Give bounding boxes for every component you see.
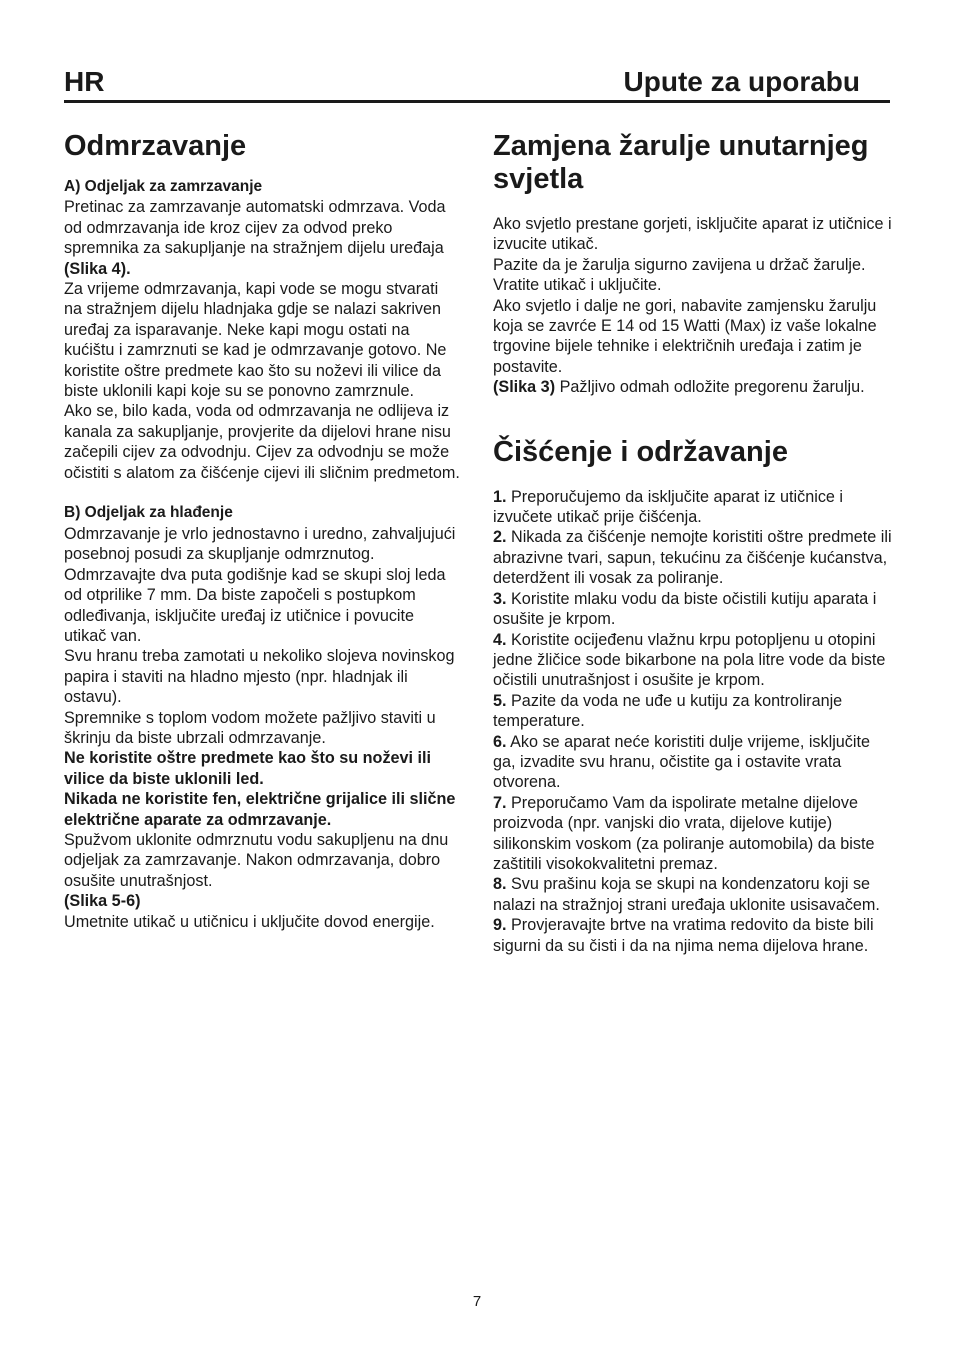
- left-column: [64, 128, 460, 932]
- figure-reference: (Slika 3): [493, 378, 556, 397]
- paragraph: Svu hranu treba zamotati u nekoliko slojeva novinskog papira i staviti na hladno mjesto (npr. hladnjak ili ostavu).: [64, 647, 455, 707]
- list-item: 3. Koristite mlaku vodu da biste očistili kutiju aparata i osušite je krpom.: [493, 589, 877, 629]
- warning-text: Ne koristite oštre predmete kao što su noževi ili vilice da biste uklonili led.: [64, 749, 432, 788]
- item-number: 9.: [493, 916, 507, 935]
- list-item: 4. Koristite ocijeđenu vlažnu krpu potopljenu u otopini jedne žličice sode bikarbone na pola litre vode da biste očistili unutrašnjost i osušite je krpom.: [493, 630, 886, 690]
- paragraph: Odmrzavanje je vrlo jednostavno i uredno, zahvaljujući posebnoj posudi za skupljanje odmrznutog.: [64, 524, 456, 564]
- section-heading-bulb-replacement: Zamjena žarulje unutarnjeg svjetla: [493, 130, 869, 195]
- item-number: 3.: [493, 589, 507, 608]
- page-header: [64, 64, 890, 103]
- item-number: 1.: [493, 487, 507, 506]
- list-item: 2. Nikada za čišćenje nemojte koristiti oštre predmete ili abrazivne tvari, sapun, tekućinu za čišćenje kućanstva, deterdžent ili vosak za poliranje.: [493, 528, 892, 588]
- item-number: 5.: [493, 691, 507, 710]
- page-number: 7: [472, 1293, 482, 1310]
- list-item: 1. Preporučujemo da isključite aparat iz utičnice i izvučete utikač prije čišćenja.: [493, 487, 844, 527]
- paragraph: Odmrzavajte dva puta godišnje kad se skupi sloj leda od otprilike 7 mm. Da biste započeli s postupkom odleđivanja, isključite uređaj iz utičnice i povucite utikač van.: [64, 565, 446, 645]
- figure-reference: (Slika 5-6): [64, 892, 141, 911]
- cleaning-list: [493, 487, 893, 956]
- paragraph: Za vrijeme odmrzavanja, kapi vode se mogu stvarati na stražnjem dijelu hladnjaka gdje se nalazi sakriven uređaj za isparavanje. Neke kapi mogu ostati na kućištu i zamrznuti se kad je odmrzavanje gotovo. Ne koristite oštre predmete kao što su noževi ili vilice da biste uklonili kapi koje su se ponovno zamrznule.: [64, 280, 447, 401]
- item-number: 2.: [493, 528, 507, 547]
- right-column: [493, 128, 893, 956]
- list-item: 6. Ako se aparat neće koristiti dulje vrijeme, isključite ga, izvadite svu hranu, očistite ga i ostavite vrata otvorena.: [493, 732, 870, 792]
- paragraph: Ako svjetlo prestane gorjeti, isključite aparat iz utičnice i izvucite utikač.: [493, 215, 892, 254]
- list-item: 8. Svu prašinu koja se skupi na kondenzatoru koji se nalazi na stražnjoj strani uređaja uklonite usisavačem.: [493, 875, 880, 914]
- warning-text: Nikada ne koristite fen, električne grijalice ili slične električne aparate za odmrzavanje.: [64, 790, 456, 829]
- language-code: HR: [64, 66, 105, 97]
- paragraph: Pretinac za zamrzavanje automatski odmrzava. Voda od odmrzavanja ide kroz cijev za odvod preko spremnika za sakupljanje na stražnjem dijelu uređaja (Slika 4).: [64, 198, 446, 278]
- paragraph: Umetnite utikač u utičnicu i uključite dovod energije.: [64, 912, 435, 931]
- manual-title: Upute za uporabu: [623, 66, 860, 97]
- section-heading-defrosting: Odmrzavanje: [64, 130, 247, 162]
- paragraph: Pazite da je žarulja sigurno zavijena u držač žarulje. Vratite utikač i uključite.: [493, 255, 866, 295]
- list-item: 7. Preporučamo Vam da ispolirate metalne dijelove proizvoda (npr. vanjski dio vrata, dijelove kutije) silikonskim voskom (za poliranje automobila) da biste zaštitili visokokvalitetni premaz.: [493, 793, 875, 873]
- item-number: 4.: [493, 630, 507, 649]
- subsection-freezer-title: A) Odjeljak za zamrzavanje: [64, 178, 263, 195]
- paragraph: Ako se, bilo kada, voda od odmrzavanja ne odlijeva iz kanala za sakupljanje, provjerite da dijelovi hrane nisu začepili cijev za odvodnju. Cijev za odvodnju se može očistiti s alatom za čišćenje cijevi ili sličnim predmetom.: [64, 402, 460, 482]
- item-number: 6.: [493, 732, 507, 751]
- paragraph: Spužvom uklonite odmrznutu vodu sakupljenu na dnu odjeljak za zamrzavanje. Nakon odmrzavanja, dobro osušite unutrašnjost.: [64, 830, 449, 890]
- paragraph: Ako svjetlo i dalje ne gori, nabavite zamjensku žarulju koja se zavrće E 14 od 15 Watti (Max) iz vaše lokalne trgovine bijele tehnike i električnih uređaja i zatim je postavite.: [493, 296, 877, 376]
- figure-reference: (Slika 4).: [64, 259, 131, 278]
- paragraph: (Slika 3) Pažljivo odmah odložite pregorenu žarulju.: [493, 378, 865, 397]
- section-heading-cleaning: Čišćenje i održavanje: [493, 435, 788, 468]
- list-item: 5. Pazite da voda ne uđe u kutiju za kontroliranje temperature.: [493, 691, 843, 731]
- item-number: 8.: [493, 875, 507, 894]
- paragraph: Spremnike s toplom vodom možete pažljivo staviti u škrinju da biste ubrzali odmrzavanje.: [64, 708, 436, 747]
- item-number: 7.: [493, 793, 507, 812]
- list-item: 9. Provjeravajte brtve na vratima redovito da biste bili sigurni da su čisti i da na njima nema dijelova hrane.: [493, 916, 874, 955]
- subsection-cooler-title: B) Odjeljak za hlađenje: [64, 504, 233, 522]
